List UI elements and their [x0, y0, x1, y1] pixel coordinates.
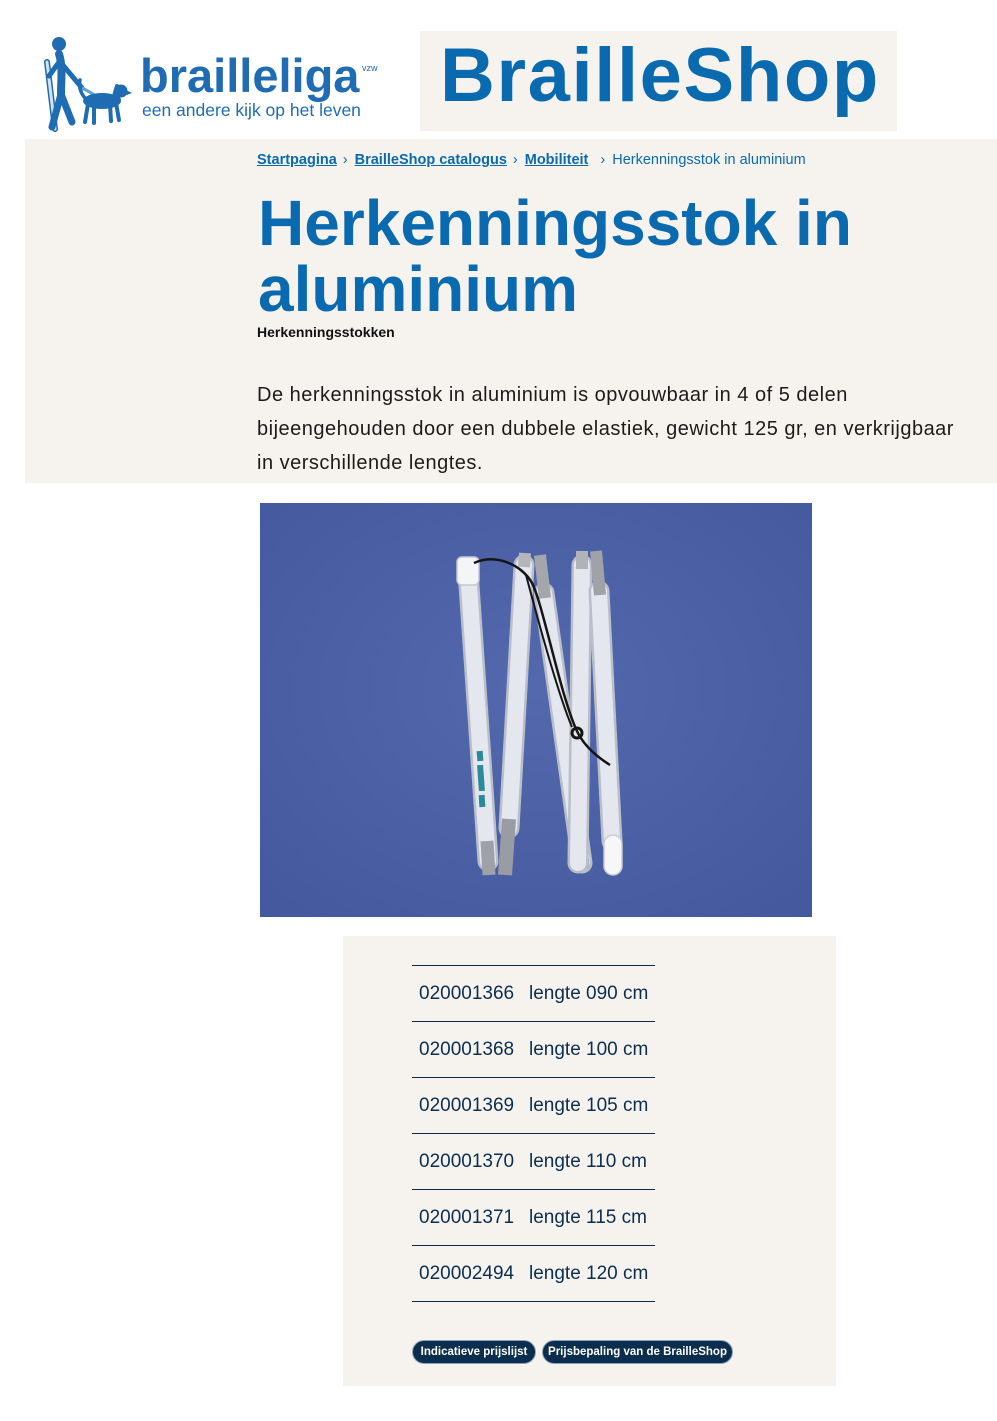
- variant-list: [412, 965, 655, 1302]
- variant-code: 020002494: [419, 1262, 515, 1284]
- variant-length: lengte 105 cm: [529, 1094, 649, 1116]
- breadcrumb: [257, 151, 806, 169]
- variant-code: 020001370: [419, 1150, 515, 1172]
- breadcrumb-link-mobiliteit[interactable]: Mobiliteit: [524, 152, 589, 168]
- brailleshop-title: BrailleShop: [440, 33, 880, 118]
- breadcrumb-current: Herkenningsstok in aluminium: [612, 152, 806, 168]
- variant-code: 020001371: [419, 1206, 515, 1228]
- variant-length: lengte 115 cm: [529, 1206, 647, 1228]
- breadcrumb-separator: ›: [342, 152, 348, 168]
- variant-length: lengte 120 cm: [529, 1262, 649, 1284]
- list-item: [412, 1245, 655, 1301]
- list-item: [412, 965, 655, 1021]
- variant-length: lengte 100 cm: [529, 1038, 649, 1060]
- list-item: [412, 1133, 655, 1189]
- logo-suffix: vzw: [362, 63, 378, 73]
- person-with-cane-and-guide-dog-icon: [38, 32, 133, 132]
- variant-code: 020001368: [419, 1038, 515, 1060]
- breadcrumb-link-startpagina[interactable]: Startpagina: [257, 152, 337, 168]
- breadcrumb-separator: ›: [512, 152, 518, 168]
- product-category: Herkenningsstokken: [257, 324, 395, 340]
- product-photo: [260, 503, 812, 917]
- list-item: [412, 1189, 655, 1245]
- list-item: [412, 1077, 655, 1133]
- variant-length: lengte 090 cm: [529, 982, 649, 1004]
- price-list-button[interactable]: Indicatieve prijslijst: [412, 1340, 536, 1364]
- product-description: De herkenningsstok in aluminium is opvouwbaar in 4 of 5 delen bijeengehouden door een dubbele elastiek, gewicht 125 gr, en verkrijgbaar in verschillende lengtes.: [257, 384, 954, 474]
- brailleshop-banner: [420, 31, 897, 131]
- logo-tagline: een andere kijk op het leven: [142, 100, 361, 120]
- list-item: [412, 1021, 655, 1077]
- variant-code: 020001366: [419, 982, 515, 1004]
- pricing-info-button[interactable]: Prijsbepaling van de BrailleShop: [542, 1340, 733, 1364]
- variant-code: 020001369: [419, 1094, 515, 1116]
- page-title: Herkenningsstok in aluminium: [258, 187, 852, 325]
- variant-length: lengte 110 cm: [529, 1150, 647, 1172]
- logo-wordmark: brailleliga: [140, 49, 360, 102]
- brailleliga-logo[interactable]: [38, 30, 390, 134]
- breadcrumb-separator: ›: [600, 152, 606, 168]
- breadcrumb-link-catalogus[interactable]: BrailleShop catalogus: [354, 152, 507, 168]
